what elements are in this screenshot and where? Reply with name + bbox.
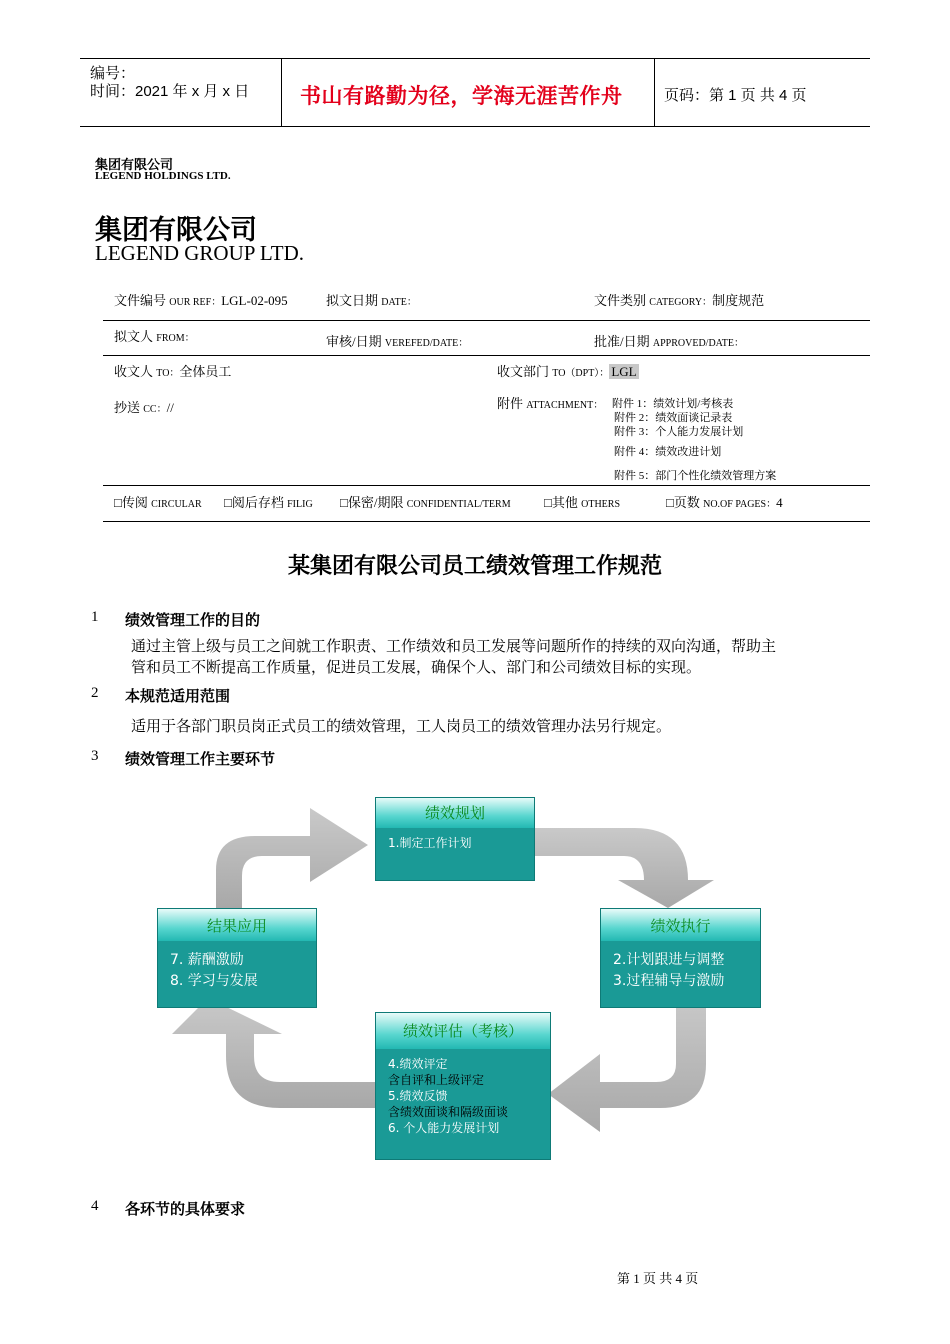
stage-item: 5.绩效反馈 xyxy=(388,1089,448,1103)
date-field: 拟文日期 DATE： xyxy=(326,293,417,308)
section-body-line: 通过主管上级与员工之间就工作职责、工作绩效和员工发展等问题所作的持续的双向沟通，帮助主 xyxy=(131,639,777,655)
dept-value: LGL xyxy=(611,364,637,379)
section-title: 本规范适用范围 xyxy=(125,687,231,705)
stage-item: 1.制定工作计划 xyxy=(388,836,472,850)
section-body-line: 适用于各部门职员岗正式员工的绩效管理，工人岗员工的绩效管理办法另行规定。 xyxy=(131,719,672,735)
flag-pages[interactable]: □页数 NO.OF PAGES：4 xyxy=(666,495,783,510)
stage-item: 4.绩效评定 xyxy=(388,1057,448,1071)
dept-field: 收文部门 TO（DPT）： LGL xyxy=(497,364,637,379)
motto: 书山有路勤为径，学海无涯苦作舟 xyxy=(300,85,623,108)
stage-evaluation xyxy=(375,1012,551,1160)
stage-item: 含自评和上级评定 xyxy=(388,1073,485,1087)
from-field: 拟文人 FROM： xyxy=(114,329,195,344)
company-large-cn: 集团有限公司 xyxy=(95,215,257,245)
flag-others[interactable]: □其他 OTHERS xyxy=(544,495,621,510)
code-label: 编号： xyxy=(90,65,136,82)
arrow-to-planning xyxy=(216,808,368,908)
stage-application xyxy=(157,908,317,1008)
arrow-to-application xyxy=(172,998,376,1108)
stage-item: 7. 薪酬激励 xyxy=(170,952,244,968)
stage-item: 8. 学习与发展 xyxy=(170,973,258,989)
section-title: 各环节的具体要求 xyxy=(125,1200,246,1218)
attachment-item: 附件 2：绩效面谈记录表 xyxy=(614,412,733,424)
section-number: 2 xyxy=(91,685,99,701)
stage-title: 绩效执行 xyxy=(601,909,760,941)
section-number: 4 xyxy=(91,1198,99,1214)
stage-item: 含绩效面谈和隔级面谈 xyxy=(388,1105,509,1119)
flag-circular[interactable]: □传阅 CIRCULAR xyxy=(114,495,202,510)
stage-item: 6. 个人能力发展计划 xyxy=(388,1121,500,1135)
page-info: 页码：第 1 页 共 4 页 xyxy=(664,87,807,104)
document-title: 某集团有限公司员工绩效管理工作规范 xyxy=(287,553,662,579)
category-field: 文件类别 CATEGORY：制度规范 xyxy=(594,293,765,308)
page-footer: 第 1 页 共 4 页 xyxy=(617,1271,699,1286)
stage-title: 结果应用 xyxy=(158,909,316,941)
section-title: 绩效管理工作主要环节 xyxy=(125,750,276,768)
attachment-item: 附件 3：个人能力发展计划 xyxy=(614,426,744,438)
time-label: 时间：2021 年 x 月 x 日 xyxy=(90,83,250,100)
section-number: 3 xyxy=(91,748,99,764)
section-body-line: 管和员工不断提高工作质量，促进员工发展，确保个人、部门和公司绩效目标的实现。 xyxy=(131,660,702,676)
company-large-en: LEGEND GROUP LTD. xyxy=(95,241,305,265)
flag-archive[interactable]: □阅后存档 FILIG xyxy=(224,495,313,510)
arrow-to-execution xyxy=(534,828,714,908)
to-field: 收文人 TO：全体员工 xyxy=(114,364,232,379)
stage-execution xyxy=(600,908,761,1008)
company-small-cn: 集团有限公司 xyxy=(95,157,174,172)
section-title: 绩效管理工作的目的 xyxy=(125,611,261,629)
arrow-to-evaluation xyxy=(548,996,706,1132)
stage-title: 绩效评估（考核） xyxy=(376,1013,550,1049)
approved-field: 批准/日期 APPROVED/DATE： xyxy=(594,334,744,349)
stage-item: 2.计划跟进与调整 xyxy=(613,952,725,968)
section-number: 1 xyxy=(91,609,99,625)
cc-field: 抄送 CC：// xyxy=(114,400,174,415)
ref-field: 文件编号 OUR REF：LGL-02-095 xyxy=(114,293,288,308)
stage-planning xyxy=(375,797,535,881)
attachment-item: 附件 4：绩效改进计划 xyxy=(614,446,722,458)
attachment-item: 附件 5：部门个性化绩效管理方案 xyxy=(614,470,777,482)
company-small-en: LEGEND HOLDINGS LTD. xyxy=(95,170,231,182)
attachment-field: 附件 ATTACHMENT： xyxy=(497,396,604,411)
attachment-item: 附件 1：绩效计划/考核表 xyxy=(612,398,734,410)
stage-title: 绩效规划 xyxy=(376,798,534,828)
stage-item: 3.过程辅导与激励 xyxy=(613,973,725,989)
flag-confidential[interactable]: □保密/期限 CONFIDENTIAL/TERM xyxy=(340,495,511,510)
verified-field: 审核/日期 VEREFED/DATE： xyxy=(326,334,469,349)
